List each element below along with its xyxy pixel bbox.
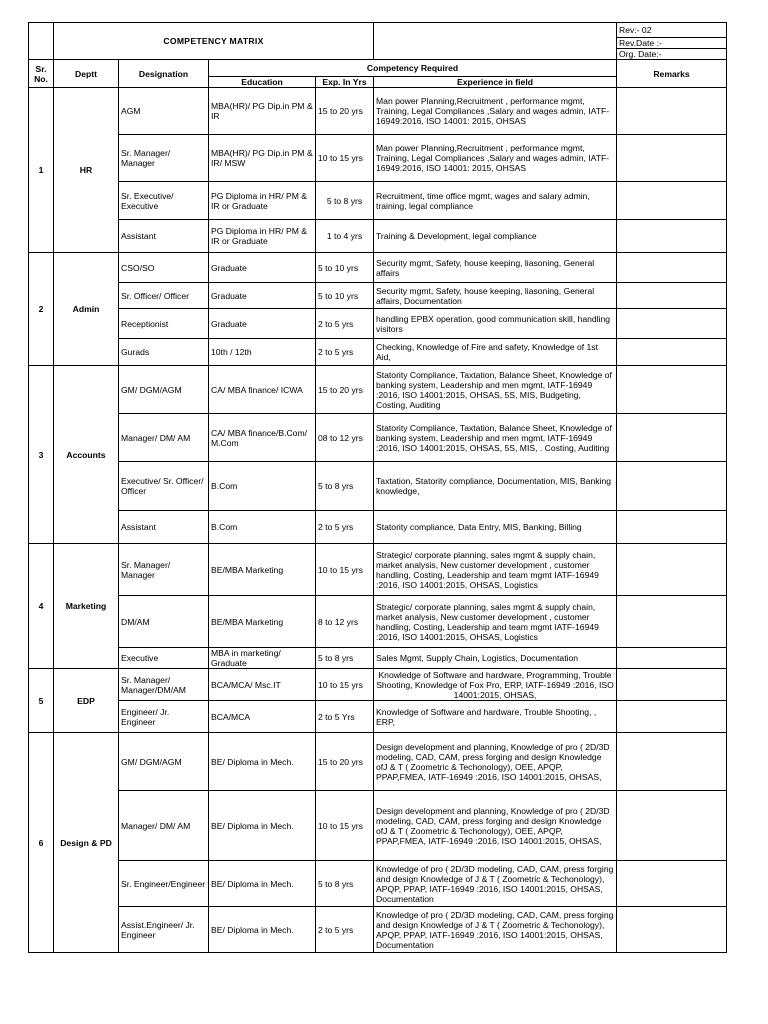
education-cell: BE/ Diploma in Mech.: [209, 907, 316, 953]
serial-number-cell: 1: [29, 88, 54, 253]
experience-years-cell: 2 to 5 yrs: [316, 907, 374, 953]
department-name-cell: Admin: [54, 253, 119, 366]
designation-cell: Executive: [119, 648, 209, 669]
title-spacer-cell: [374, 23, 617, 60]
experience-years-cell: 5 to 10 yrs: [316, 283, 374, 309]
table-row: [29, 88, 727, 135]
experience-years-cell: 15 to 20 yrs: [316, 366, 374, 414]
experience-in-field-cell: Design development and planning, Knowledge of pro ( 2D/3D modeling, CAD, CAM, press forging and design Knowledge ofJ & T ( Zoometric & Techonology), OEE, APQP, PPAP,FMEA, IATF-16949 :2016, ISO 14001:2015, OHSAS,: [374, 733, 617, 791]
designation-cell: AGM: [119, 88, 209, 135]
designation-cell: Manager/ DM/ AM: [119, 791, 209, 861]
education-cell: BE/MBA Marketing: [209, 596, 316, 648]
education-cell: Graduate: [209, 253, 316, 283]
experience-in-field-cell: handling EPBX operation, good communication skill, handling visitors: [374, 309, 617, 339]
education-cell: B.Com: [209, 511, 316, 544]
serial-number-cell: 3: [29, 366, 54, 544]
education-cell: BE/MBA Marketing: [209, 544, 316, 596]
table-row: [29, 701, 727, 733]
experience-years-cell: 2 to 5 yrs: [316, 511, 374, 544]
department-name-cell: EDP: [54, 669, 119, 733]
designation-cell: Sr. Manager/ Manager/DM/AM: [119, 669, 209, 701]
table-row: [29, 220, 727, 253]
designation-cell: Sr. Executive/ Executive: [119, 182, 209, 220]
competency-matrix-table: [28, 22, 727, 953]
remarks-cell: [617, 648, 727, 669]
experience-in-field-cell: Strategic/ corporate planning, sales mgmt & supply chain, market analysis, New customer development , customer handling, Costing, Leadership and team mgmt IATF-16949 :2016, ISO 14001:2015, OHSAS, Logistics: [374, 596, 617, 648]
serial-number-cell: 2: [29, 253, 54, 366]
education-cell: CA/ MBA finance/B.Com/ M.Com: [209, 414, 316, 462]
experience-years-cell: 08 to 12 yrs: [316, 414, 374, 462]
experience-in-field-cell: Training & Development, legal compliance: [374, 220, 617, 253]
table-row: [29, 907, 727, 953]
table-row: [29, 309, 727, 339]
experience-years-cell: 5 to 8 yrs: [316, 861, 374, 907]
department-name-cell: Marketing: [54, 544, 119, 669]
designation-cell: Sr. Officer/ Officer: [119, 283, 209, 309]
experience-in-field-cell: Sales Mgmt, Supply Chain, Logistics, Documentation: [374, 648, 617, 669]
remarks-cell: [617, 135, 727, 182]
experience-in-field-cell: Design development and planning, Knowledge of pro ( 2D/3D modeling, CAD, CAM, press forging and design Knowledge ofJ & T ( Zoometric & Techonology), OEE, APQP, PPAP,FMEA, IATF-16949 :2016, ISO 14001:2015, OHSAS,: [374, 791, 617, 861]
experience-in-field-cell: Taxtation, Statority compliance, Documentation, MIS, Banking knowledge,: [374, 462, 617, 511]
education-cell: Graduate: [209, 309, 316, 339]
table-row: [29, 861, 727, 907]
education-cell: BE/ Diploma in Mech.: [209, 733, 316, 791]
experience-years-cell: 1 to 4 yrs: [316, 220, 374, 253]
remarks-cell: [617, 220, 727, 253]
experience-in-field-cell: Security mgmt, Safety, house keeping, liasoning, General affairs: [374, 253, 617, 283]
table-row: [29, 669, 727, 701]
education-cell: Graduate: [209, 283, 316, 309]
designation-cell: Assistant: [119, 220, 209, 253]
designation-cell: GM/ DGM/AGM: [119, 366, 209, 414]
experience-in-field-cell: Man power Planning,Recruitment , performance mgmt, Training, Legal Compliances ,Salary and wages admin, IATF-16949:2016, ISO 14001: 2015, OHSAS: [374, 135, 617, 182]
designation-cell: Assistant: [119, 511, 209, 544]
experience-years-cell: 10 to 15 yrs: [316, 135, 374, 182]
header-designation: Designation: [119, 60, 209, 88]
table-row: [29, 414, 727, 462]
designation-cell: Sr. Manager/ Manager: [119, 544, 209, 596]
experience-in-field-cell: Man power Planning,Recruitment , performance mgmt, Training, Legal Compliances ,Salary and wages admin, IATF-16949:2016, ISO 14001: 2015, OHSAS: [374, 88, 617, 135]
experience-years-cell: 2 to 5 Yrs: [316, 701, 374, 733]
blank-corner-cell: [29, 23, 54, 60]
designation-cell: Sr. Engineer/Engineer: [119, 861, 209, 907]
remarks-cell: [617, 253, 727, 283]
table-row: [29, 791, 727, 861]
designation-cell: Gurads: [119, 339, 209, 366]
education-cell: PG Diploma in HR/ PM & IR or Graduate: [209, 220, 316, 253]
designation-cell: CSO/SO: [119, 253, 209, 283]
education-cell: CA/ MBA finance/ ICWA: [209, 366, 316, 414]
experience-in-field-cell: Statority Compliance, Taxtation, Balance Sheet, Knowledge of banking system, Leadership and men mgmt, IATF-16949 :2016, ISO 14001:2015, OHSAS, 5S, MIS, . Costing, Auditing: [374, 414, 617, 462]
header-competency-required: Competency Required: [209, 60, 617, 77]
department-name-cell: HR: [54, 88, 119, 253]
remarks-cell: [617, 182, 727, 220]
education-cell: MBA(HR)/ PG Dip.in PM & IR: [209, 88, 316, 135]
competency-matrix-sheet: [28, 22, 727, 953]
table-row: [29, 283, 727, 309]
designation-cell: Manager/ DM/ AM: [119, 414, 209, 462]
remarks-cell: [617, 462, 727, 511]
remarks-cell: [617, 791, 727, 861]
remarks-cell: [617, 339, 727, 366]
experience-in-field-cell: Recruitment, time office mgmt, wages and salary admin, training, legal compliance: [374, 182, 617, 220]
experience-years-cell: 5 to 8 yrs: [316, 648, 374, 669]
remarks-cell: [617, 861, 727, 907]
table-row: [29, 544, 727, 596]
header-education: Education: [209, 77, 316, 88]
experience-in-field-cell: Checking, Knowledge of Fire and safety, Knowledge of 1st Aid,: [374, 339, 617, 366]
table-row: [29, 253, 727, 283]
experience-years-cell: 5 to 8 yrs: [316, 462, 374, 511]
remarks-cell: [617, 596, 727, 648]
education-cell: MBA in marketing/ Graduate: [209, 648, 316, 669]
experience-in-field-cell: Knowledge of pro ( 2D/3D modeling, CAD, CAM, press forging and design Knowledge of J & T ( Zoometric & Techonology), APQP, PPAP, IATF-16949 :2016, ISO 14001:2015, OHSAS, Documentation: [374, 907, 617, 953]
education-cell: 10th / 12th: [209, 339, 316, 366]
serial-number-cell: 5: [29, 669, 54, 733]
serial-number-cell: 6: [29, 733, 54, 953]
experience-years-cell: 2 to 5 yrs: [316, 339, 374, 366]
remarks-cell: [617, 511, 727, 544]
experience-in-field-cell: Strategic/ corporate planning, sales mgmt & supply chain, market analysis, New customer development , customer handling, Costing, Leadership and team mgmt IATF-16949 :2016, ISO 14001:2015, OHSAS, Logistics: [374, 544, 617, 596]
department-name-cell: Design & PD: [54, 733, 119, 953]
table-row: [29, 733, 727, 791]
experience-years-cell: 10 to 15 yrs: [316, 791, 374, 861]
designation-cell: GM/ DGM/AGM: [119, 733, 209, 791]
education-cell: BCA/MCA/ Msc.IT: [209, 669, 316, 701]
table-row: [29, 511, 727, 544]
header-experience-in-field: Experience in field: [374, 77, 617, 88]
remarks-cell: [617, 366, 727, 414]
department-name-cell: Accounts: [54, 366, 119, 544]
experience-in-field-cell: Statority compliance, Data Entry, MIS, Banking, Billing: [374, 511, 617, 544]
header-exp-in-yrs: Exp. In Yrs: [316, 77, 374, 88]
education-cell: BE/ Diploma in Mech.: [209, 861, 316, 907]
revision-number: Rev:- 02: [617, 23, 727, 38]
experience-years-cell: 15 to 20 yrs: [316, 733, 374, 791]
remarks-cell: [617, 544, 727, 596]
education-cell: BE/ Diploma in Mech.: [209, 791, 316, 861]
table-row: [29, 135, 727, 182]
table-row: [29, 462, 727, 511]
remarks-cell: [617, 669, 727, 701]
table-row: [29, 366, 727, 414]
designation-cell: Assist.Engineer/ Jr. Engineer: [119, 907, 209, 953]
remarks-cell: [617, 907, 727, 953]
remarks-cell: [617, 283, 727, 309]
experience-years-cell: 2 to 5 yrs: [316, 309, 374, 339]
designation-cell: Engineer/ Jr. Engineer: [119, 701, 209, 733]
remarks-cell: [617, 309, 727, 339]
serial-number-cell: 4: [29, 544, 54, 669]
experience-in-field-cell: Knowledge of Software and hardware, Trouble Shooting, , ERP,: [374, 701, 617, 733]
remarks-cell: [617, 733, 727, 791]
experience-years-cell: 10 to 15 yrs: [316, 544, 374, 596]
designation-cell: Executive/ Sr. Officer/ Officer: [119, 462, 209, 511]
designation-cell: Receptionist: [119, 309, 209, 339]
experience-years-cell: 5 to 8 yrs: [316, 182, 374, 220]
education-cell: BCA/MCA: [209, 701, 316, 733]
designation-cell: DM/AM: [119, 596, 209, 648]
remarks-cell: [617, 701, 727, 733]
experience-in-field-cell: Knowledge of Software and hardware, Programming, Trouble Shooting, Knowledge of Fox Pro, ERP, IATF-16949 :2016, ISO 14001:2015, OHSAS,: [374, 669, 617, 701]
header-deptt: Deptt: [54, 60, 119, 88]
table-row: [29, 596, 727, 648]
header-sr-no: Sr. No.: [29, 60, 54, 88]
table-row: [29, 339, 727, 366]
experience-in-field-cell: Knowledge of pro ( 2D/3D modeling, CAD, CAM, press forging and design Knowledge of J & T ( Zoometric & Techonology), APQP, PPAP, IATF-16949 :2016, ISO 14001:2015, OHSAS, Documentation: [374, 861, 617, 907]
remarks-cell: [617, 88, 727, 135]
experience-years-cell: 5 to 10 yrs: [316, 253, 374, 283]
experience-in-field-cell: Security mgmt, Safety, house keeping, liasoning, General affairs, Documentation: [374, 283, 617, 309]
revision-date: Rev.Date :-: [617, 38, 727, 49]
remarks-cell: [617, 414, 727, 462]
header-remarks: Remarks: [617, 60, 727, 88]
experience-years-cell: 8 to 12 yrs: [316, 596, 374, 648]
origin-date: Org. Date:-: [617, 49, 727, 60]
education-cell: PG Diploma in HR/ PM & IR or Graduate: [209, 182, 316, 220]
table-row: [29, 182, 727, 220]
experience-years-cell: 15 to 20 yrs: [316, 88, 374, 135]
document-title: COMPETENCY MATRIX: [54, 23, 374, 60]
table-row: [29, 648, 727, 669]
experience-in-field-cell: Statority Compliance, Taxtation, Balance Sheet, Knowledge of banking system, Leadership and men mgmt, IATF-16949 :2016, ISO 14001:2015, OHSAS, 5S, MIS, Budgeting, Costing, Auditing: [374, 366, 617, 414]
education-cell: MBA(HR)/ PG Dip.in PM & IR/ MSW: [209, 135, 316, 182]
education-cell: B.Com: [209, 462, 316, 511]
designation-cell: Sr. Manager/ Manager: [119, 135, 209, 182]
experience-years-cell: 10 to 15 yrs: [316, 669, 374, 701]
